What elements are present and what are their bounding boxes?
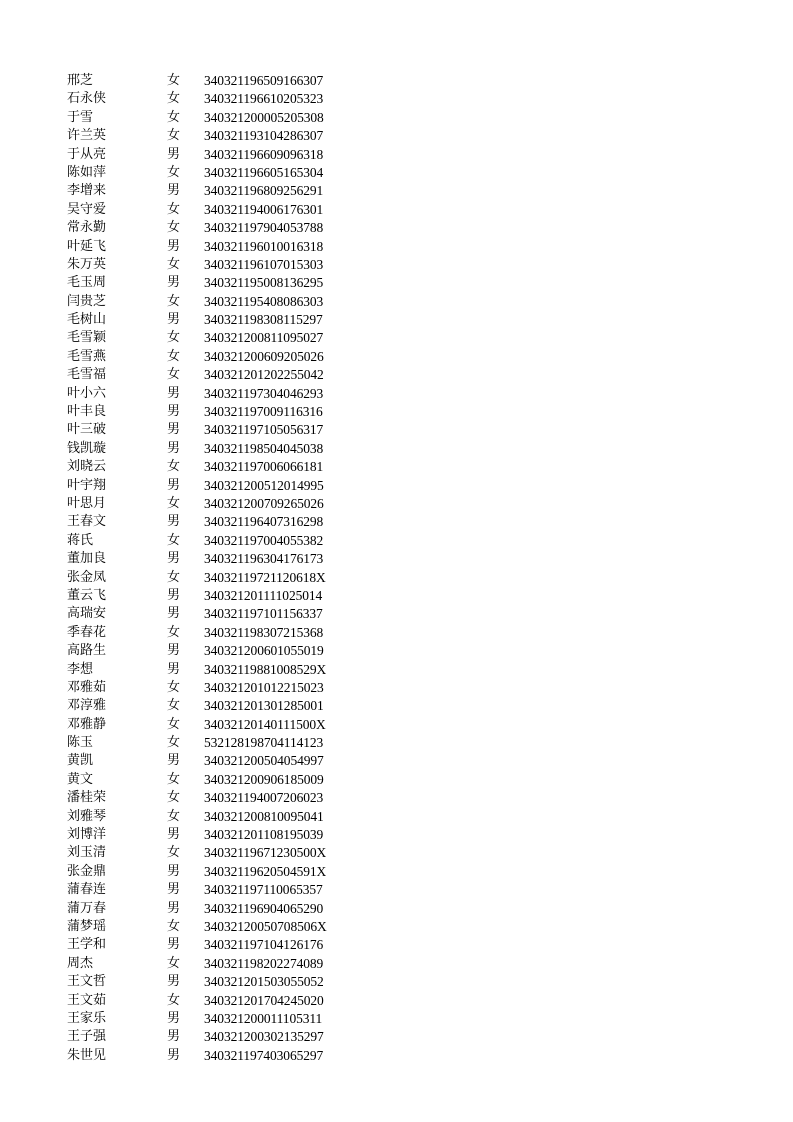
list-item xyxy=(67,587,387,605)
list-item xyxy=(67,532,387,550)
list-item xyxy=(67,385,387,403)
list-item xyxy=(67,311,387,329)
person-gender: 男 xyxy=(167,1010,181,1026)
list-item xyxy=(67,844,387,862)
list-item xyxy=(67,495,387,513)
person-gender: 女 xyxy=(167,348,181,364)
person-id-number: 340321198504045038 xyxy=(204,440,324,456)
person-name: 潘桂荣 xyxy=(67,790,107,806)
person-id-number: 340321197104126176 xyxy=(204,937,324,953)
person-id-number: 340321200609205026 xyxy=(204,348,324,364)
person-id-number: 340321198308115297 xyxy=(204,312,323,328)
person-id-number: 340321201301285001 xyxy=(204,698,324,714)
list-item xyxy=(67,458,387,476)
person-id-number: 340321194006176301 xyxy=(204,201,324,217)
person-gender: 男 xyxy=(167,900,181,916)
person-gender: 男 xyxy=(167,312,181,328)
person-gender: 女 xyxy=(167,698,181,714)
person-id-number: 340321197004055382 xyxy=(204,532,324,548)
list-item xyxy=(67,550,387,568)
person-gender: 男 xyxy=(167,440,181,456)
person-gender: 女 xyxy=(167,569,181,585)
person-name: 陈玉 xyxy=(67,735,94,751)
person-id-number: 34032119721120618X xyxy=(204,569,326,585)
person-name: 叶丰良 xyxy=(67,404,107,420)
list-item xyxy=(67,992,387,1010)
person-id-number: 340321197304046293 xyxy=(204,385,324,401)
person-gender: 男 xyxy=(167,385,181,401)
person-gender: 男 xyxy=(167,1047,181,1063)
person-id-number: 340321197105056317 xyxy=(204,422,324,438)
list-item xyxy=(67,569,387,587)
person-gender: 女 xyxy=(167,293,181,309)
person-id-number: 340321193104286307 xyxy=(204,128,324,144)
person-id-number: 34032119881008529X xyxy=(204,661,327,677)
person-name: 毛树山 xyxy=(67,312,107,328)
person-gender: 女 xyxy=(167,992,181,1008)
person-gender: 女 xyxy=(167,624,181,640)
list-item xyxy=(67,146,387,164)
person-name: 朱世见 xyxy=(67,1047,107,1063)
person-gender: 男 xyxy=(167,827,181,843)
person-name: 刘博洋 xyxy=(67,827,107,843)
person-gender: 女 xyxy=(167,201,181,217)
person-name: 高瑞安 xyxy=(67,606,107,622)
list-item xyxy=(67,182,387,200)
person-id-number: 340321198202274089 xyxy=(204,955,324,971)
person-gender: 男 xyxy=(167,882,181,898)
person-name: 王家乐 xyxy=(67,1010,107,1026)
person-name: 许兰英 xyxy=(67,128,107,144)
list-item xyxy=(67,881,387,899)
list-item xyxy=(67,734,387,752)
person-name: 叶小六 xyxy=(67,385,107,401)
person-gender: 女 xyxy=(167,955,181,971)
person-gender: 女 xyxy=(167,808,181,824)
person-name: 叶思月 xyxy=(67,495,107,511)
person-gender: 女 xyxy=(167,735,181,751)
person-name: 邓雅静 xyxy=(67,716,107,732)
person-id-number: 340321196010016318 xyxy=(204,238,324,254)
person-name: 蒋氏 xyxy=(67,532,94,548)
list-item xyxy=(67,513,387,531)
person-name: 蒲梦瑶 xyxy=(67,918,107,934)
person-id-number: 340321197403065297 xyxy=(204,1047,324,1063)
person-id-number: 34032119671230500X xyxy=(204,845,327,861)
person-gender: 女 xyxy=(167,128,181,144)
person-id-number: 340321197009116316 xyxy=(204,404,323,420)
list-item xyxy=(67,936,387,954)
person-name: 毛雪福 xyxy=(67,367,107,383)
list-item xyxy=(67,1028,387,1046)
list-item xyxy=(67,1010,387,1028)
person-id-number: 340321197101156337 xyxy=(204,606,323,622)
person-id-number: 340321197904053788 xyxy=(204,220,324,236)
person-gender: 女 xyxy=(167,679,181,695)
list-item xyxy=(67,440,387,458)
person-gender: 男 xyxy=(167,587,181,603)
person-name: 李想 xyxy=(67,661,94,677)
person-name: 王文茹 xyxy=(67,992,107,1008)
person-name: 董加良 xyxy=(67,551,107,567)
person-name: 朱万英 xyxy=(67,256,107,272)
person-id-number: 340321200011105311 xyxy=(204,1010,323,1026)
list-item xyxy=(67,771,387,789)
person-id-number: 340321196610205323 xyxy=(204,91,324,107)
person-gender: 男 xyxy=(167,1029,181,1045)
person-id-number: 340321200709265026 xyxy=(204,495,324,511)
list-item xyxy=(67,329,387,347)
list-item xyxy=(67,164,387,182)
person-id-number: 340321194007206023 xyxy=(204,790,324,806)
person-id-number: 340321200601055019 xyxy=(204,643,324,659)
person-gender: 男 xyxy=(167,275,181,291)
list-item xyxy=(67,348,387,366)
list-item xyxy=(67,127,387,145)
list-item xyxy=(67,109,387,127)
person-id-number: 340321196809256291 xyxy=(204,183,324,199)
person-gender: 女 xyxy=(167,91,181,107)
list-item xyxy=(67,789,387,807)
person-name: 于从亮 xyxy=(67,146,107,162)
person-gender: 女 xyxy=(167,790,181,806)
person-name: 叶三破 xyxy=(67,422,107,438)
person-id-number: 340321195408086303 xyxy=(204,293,324,309)
list-item xyxy=(67,973,387,991)
person-gender: 男 xyxy=(167,974,181,990)
person-gender: 男 xyxy=(167,477,181,493)
person-id-number: 340321200512014995 xyxy=(204,477,324,493)
person-name: 邓雅茹 xyxy=(67,679,107,695)
person-name: 王子强 xyxy=(67,1029,107,1045)
person-name: 邓淳雅 xyxy=(67,698,107,714)
roster-list xyxy=(67,72,387,1065)
person-gender: 男 xyxy=(167,753,181,769)
list-item xyxy=(67,642,387,660)
person-name: 王春文 xyxy=(67,514,107,530)
person-gender: 女 xyxy=(167,256,181,272)
list-item xyxy=(67,752,387,770)
person-name: 董云飞 xyxy=(67,587,107,603)
person-name: 毛雪颖 xyxy=(67,330,107,346)
person-gender: 男 xyxy=(167,404,181,420)
person-id-number: 340321198307215368 xyxy=(204,624,324,640)
person-id-number: 340321195008136295 xyxy=(204,275,324,291)
person-name: 张金鼎 xyxy=(67,863,107,879)
person-name: 叶宇翔 xyxy=(67,477,107,493)
person-gender: 男 xyxy=(167,661,181,677)
person-id-number: 340321196304176173 xyxy=(204,551,324,567)
person-id-number: 340321200810095041 xyxy=(204,808,324,824)
person-id-number: 340321197006066181 xyxy=(204,459,324,475)
person-name: 蒲万春 xyxy=(67,900,107,916)
person-gender: 男 xyxy=(167,514,181,530)
person-id-number: 340321200005205308 xyxy=(204,109,324,125)
person-name: 毛玉周 xyxy=(67,275,107,291)
person-name: 于雪 xyxy=(67,109,94,125)
person-gender: 女 xyxy=(167,532,181,548)
person-gender: 女 xyxy=(167,73,181,88)
list-item xyxy=(67,477,387,495)
person-id-number: 340321197110065357 xyxy=(204,882,323,898)
person-name: 张金凤 xyxy=(67,569,107,585)
person-name: 钱凯璇 xyxy=(67,440,107,456)
person-id-number: 340321200906185009 xyxy=(204,771,324,787)
person-gender: 男 xyxy=(167,422,181,438)
person-name: 常永勤 xyxy=(67,220,107,236)
person-gender: 女 xyxy=(167,845,181,861)
list-item xyxy=(67,421,387,439)
list-item xyxy=(67,1047,387,1065)
list-item xyxy=(67,201,387,219)
person-id-number: 340321201704245020 xyxy=(204,992,324,1008)
person-name: 叶延飞 xyxy=(67,238,107,254)
person-id-number: 340321196609096318 xyxy=(204,146,324,162)
person-id-number: 340321196904065290 xyxy=(204,900,324,916)
person-gender: 女 xyxy=(167,716,181,732)
person-name: 刘玉清 xyxy=(67,845,107,861)
person-id-number: 340321201202255042 xyxy=(204,367,324,383)
person-gender: 女 xyxy=(167,220,181,236)
person-gender: 男 xyxy=(167,146,181,162)
person-name: 石永侠 xyxy=(67,91,107,107)
person-name: 陈如萍 xyxy=(67,164,107,180)
list-item xyxy=(67,366,387,384)
list-item xyxy=(67,72,387,90)
list-item xyxy=(67,403,387,421)
person-name: 蒲春连 xyxy=(67,882,107,898)
person-gender: 男 xyxy=(167,238,181,254)
list-item xyxy=(67,605,387,623)
person-gender: 女 xyxy=(167,367,181,383)
person-id-number: 340321196407316298 xyxy=(204,514,324,530)
person-id-number: 34032120140111500X xyxy=(204,716,326,732)
person-name: 吴守爱 xyxy=(67,201,107,217)
person-gender: 男 xyxy=(167,937,181,953)
person-name: 王学和 xyxy=(67,937,107,953)
list-item xyxy=(67,697,387,715)
person-id-number: 34032119620504591X xyxy=(204,863,327,879)
person-gender: 男 xyxy=(167,551,181,567)
person-name: 闫贵芝 xyxy=(67,293,107,309)
list-item xyxy=(67,679,387,697)
person-gender: 女 xyxy=(167,495,181,511)
person-name: 季春花 xyxy=(67,624,107,640)
person-gender: 男 xyxy=(167,863,181,879)
person-id-number: 340321200302135297 xyxy=(204,1029,324,1045)
list-item xyxy=(67,661,387,679)
person-name: 黄凯 xyxy=(67,753,94,769)
person-gender: 女 xyxy=(167,164,181,180)
list-item xyxy=(67,826,387,844)
person-name: 邢芝 xyxy=(67,73,94,88)
person-id-number: 34032120050708506X xyxy=(204,918,327,934)
list-item xyxy=(67,274,387,292)
person-gender: 女 xyxy=(167,459,181,475)
list-item xyxy=(67,863,387,881)
person-name: 周杰 xyxy=(67,955,94,971)
list-item xyxy=(67,955,387,973)
person-id-number: 340321201108195039 xyxy=(204,827,324,843)
person-gender: 女 xyxy=(167,109,181,125)
list-item xyxy=(67,808,387,826)
list-item xyxy=(67,716,387,734)
person-name: 王文哲 xyxy=(67,974,107,990)
person-id-number: 532128198704114123 xyxy=(204,735,324,751)
person-id-number: 340321196605165304 xyxy=(204,164,324,180)
list-item xyxy=(67,219,387,237)
person-name: 刘晓云 xyxy=(67,459,107,475)
list-item xyxy=(67,238,387,256)
person-gender: 女 xyxy=(167,330,181,346)
person-id-number: 340321200811095027 xyxy=(204,330,324,346)
person-name: 刘雅琴 xyxy=(67,808,107,824)
list-item xyxy=(67,900,387,918)
list-item xyxy=(67,90,387,108)
list-item xyxy=(67,918,387,936)
person-name: 毛雪燕 xyxy=(67,348,107,364)
person-gender: 男 xyxy=(167,606,181,622)
person-id-number: 340321196107015303 xyxy=(204,256,324,272)
list-item xyxy=(67,293,387,311)
person-gender: 男 xyxy=(167,643,181,659)
person-id-number: 340321200504054997 xyxy=(204,753,324,769)
person-id-number: 340321201012215023 xyxy=(204,679,324,695)
person-gender: 女 xyxy=(167,918,181,934)
list-item xyxy=(67,624,387,642)
person-gender: 男 xyxy=(167,183,181,199)
person-id-number: 340321201503055052 xyxy=(204,974,324,990)
person-gender: 女 xyxy=(167,771,181,787)
person-id-number: 340321196509166307 xyxy=(204,73,324,88)
list-item xyxy=(67,256,387,274)
person-name: 高路生 xyxy=(67,643,107,659)
person-name: 黄文 xyxy=(67,771,94,787)
person-id-number: 340321201111025014 xyxy=(204,587,323,603)
person-name: 李增来 xyxy=(67,183,107,199)
